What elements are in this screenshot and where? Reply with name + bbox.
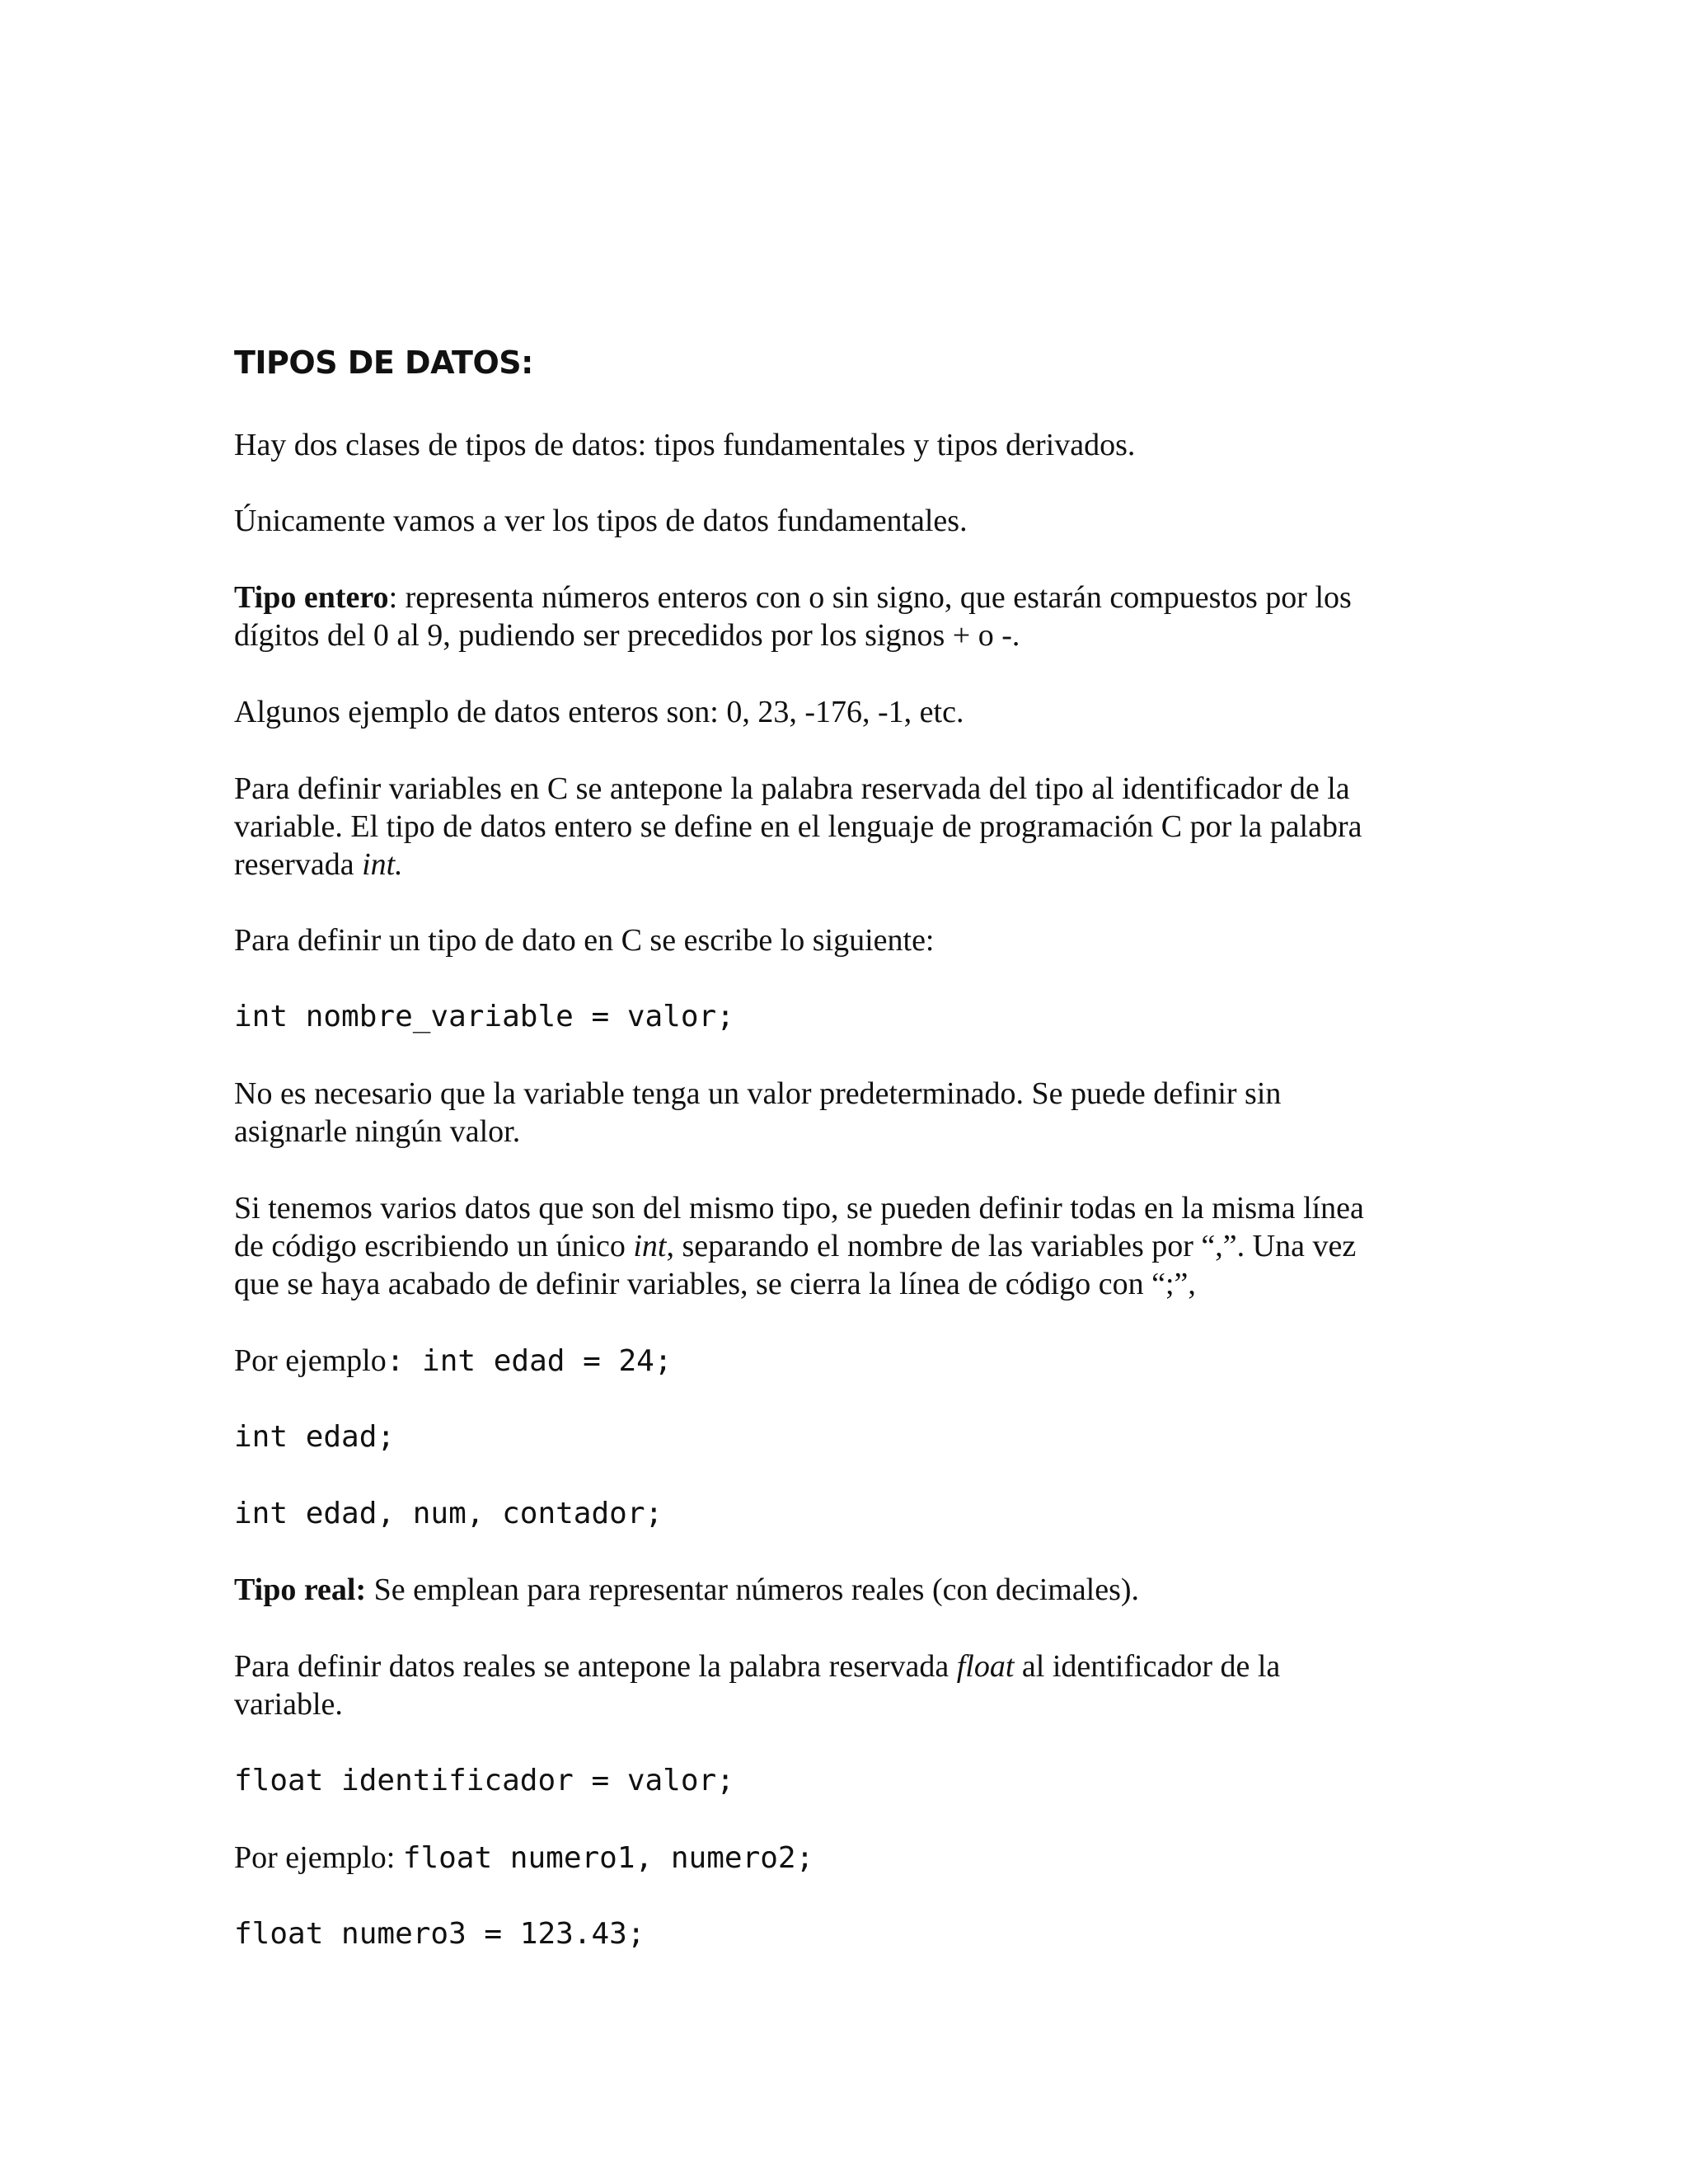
integer-type-term: Tipo entero	[234, 580, 389, 615]
paragraph-integer-type-line-1	[234, 579, 1352, 616]
section-heading: TIPOS DE DATOS:	[234, 344, 533, 381]
code-int-age: int edad;	[234, 1420, 396, 1454]
code-int-age-assign: : int edad = 24;	[386, 1344, 673, 1378]
code-float-assign: float numero3 = 123.43;	[234, 1917, 645, 1951]
int-keyword: int.	[362, 847, 403, 882]
example-float-numbers	[234, 1839, 814, 1877]
integer-type-description: : representa números enteros con o sin signo, que estarán compuestos por los	[388, 580, 1352, 615]
define-real-text-pre: Para definir datos reales se antepone la palabra reservada	[234, 1649, 957, 1684]
code-float-multiple: float numero1, numero2;	[402, 1841, 814, 1875]
paragraph-define-real-line-2: variable.	[234, 1687, 343, 1722]
multiple-vars-text-pre: de código escribiendo un único	[234, 1229, 634, 1263]
code-int-multiple: int edad, num, contador;	[234, 1497, 663, 1530]
int-keyword-inline: int	[633, 1229, 667, 1263]
float-keyword: float	[956, 1649, 1015, 1684]
code-float-declaration: float identificador = valor;	[234, 1764, 734, 1797]
paragraph-multiple-vars-line-3: que se haya acabado de definir variables, se cierra la línea de código con “;”,	[234, 1267, 1196, 1301]
paragraph-define-variables-line-3	[234, 846, 403, 883]
paragraph-integer-examples: Algunos ejemplo de datos enteros son: 0, 23, -176, -1, etc.	[234, 695, 964, 729]
example-int-age	[234, 1342, 672, 1380]
paragraph-default-value-line-1: No es necesario que la variable tenga un valor predeterminado. Se puede definir sin	[234, 1076, 1282, 1111]
paragraph-integer-type-line-2: dígitos del 0 al 9, pudiendo ser precedidos por los signos + o -.	[234, 618, 1020, 653]
real-type-term: Tipo real:	[234, 1572, 367, 1607]
paragraph-multiple-vars-line-1: Si tenemos varios datos que son del mismo tipo, se pueden definir todas en la misma línea	[234, 1191, 1364, 1226]
multiple-vars-text-post: , separando el nombre de las variables por “,”. Una vez	[666, 1229, 1357, 1263]
paragraph-define-real-line-1	[234, 1647, 1280, 1685]
paragraph-define-variables-line-1: Para definir variables en C se antepone la palabra reservada del tipo al identificador de la	[234, 771, 1350, 806]
paragraph-define-variables-line-2: variable. El tipo de datos entero se define en el lenguaje de programación C por la palabra	[234, 809, 1362, 844]
paragraph-define-type: Para definir un tipo de dato en C se escribe lo siguiente:	[234, 923, 935, 958]
paragraph-default-value-line-2: asignarle ningún valor.	[234, 1114, 521, 1149]
paragraph-fundamental-types: Únicamente vamos a ver los tipos de datos fundamentales.	[234, 504, 968, 538]
paragraph-multiple-vars-line-2	[234, 1227, 1356, 1265]
reserved-word-text: reservada	[234, 847, 363, 882]
real-type-description: Se emplean para representar números reales (con decimales).	[366, 1572, 1140, 1607]
paragraph-real-type	[234, 1571, 1139, 1609]
code-int-declaration: int nombre_variable = valor;	[234, 1000, 734, 1033]
example-label: Por ejemplo	[234, 1343, 387, 1378]
define-real-text-post: al identificador de la	[1014, 1649, 1281, 1684]
example-label-2: Por ejemplo:	[234, 1840, 403, 1875]
paragraph-data-classes: Hay dos clases de tipos de datos: tipos fundamentales y tipos derivados.	[234, 428, 1136, 462]
